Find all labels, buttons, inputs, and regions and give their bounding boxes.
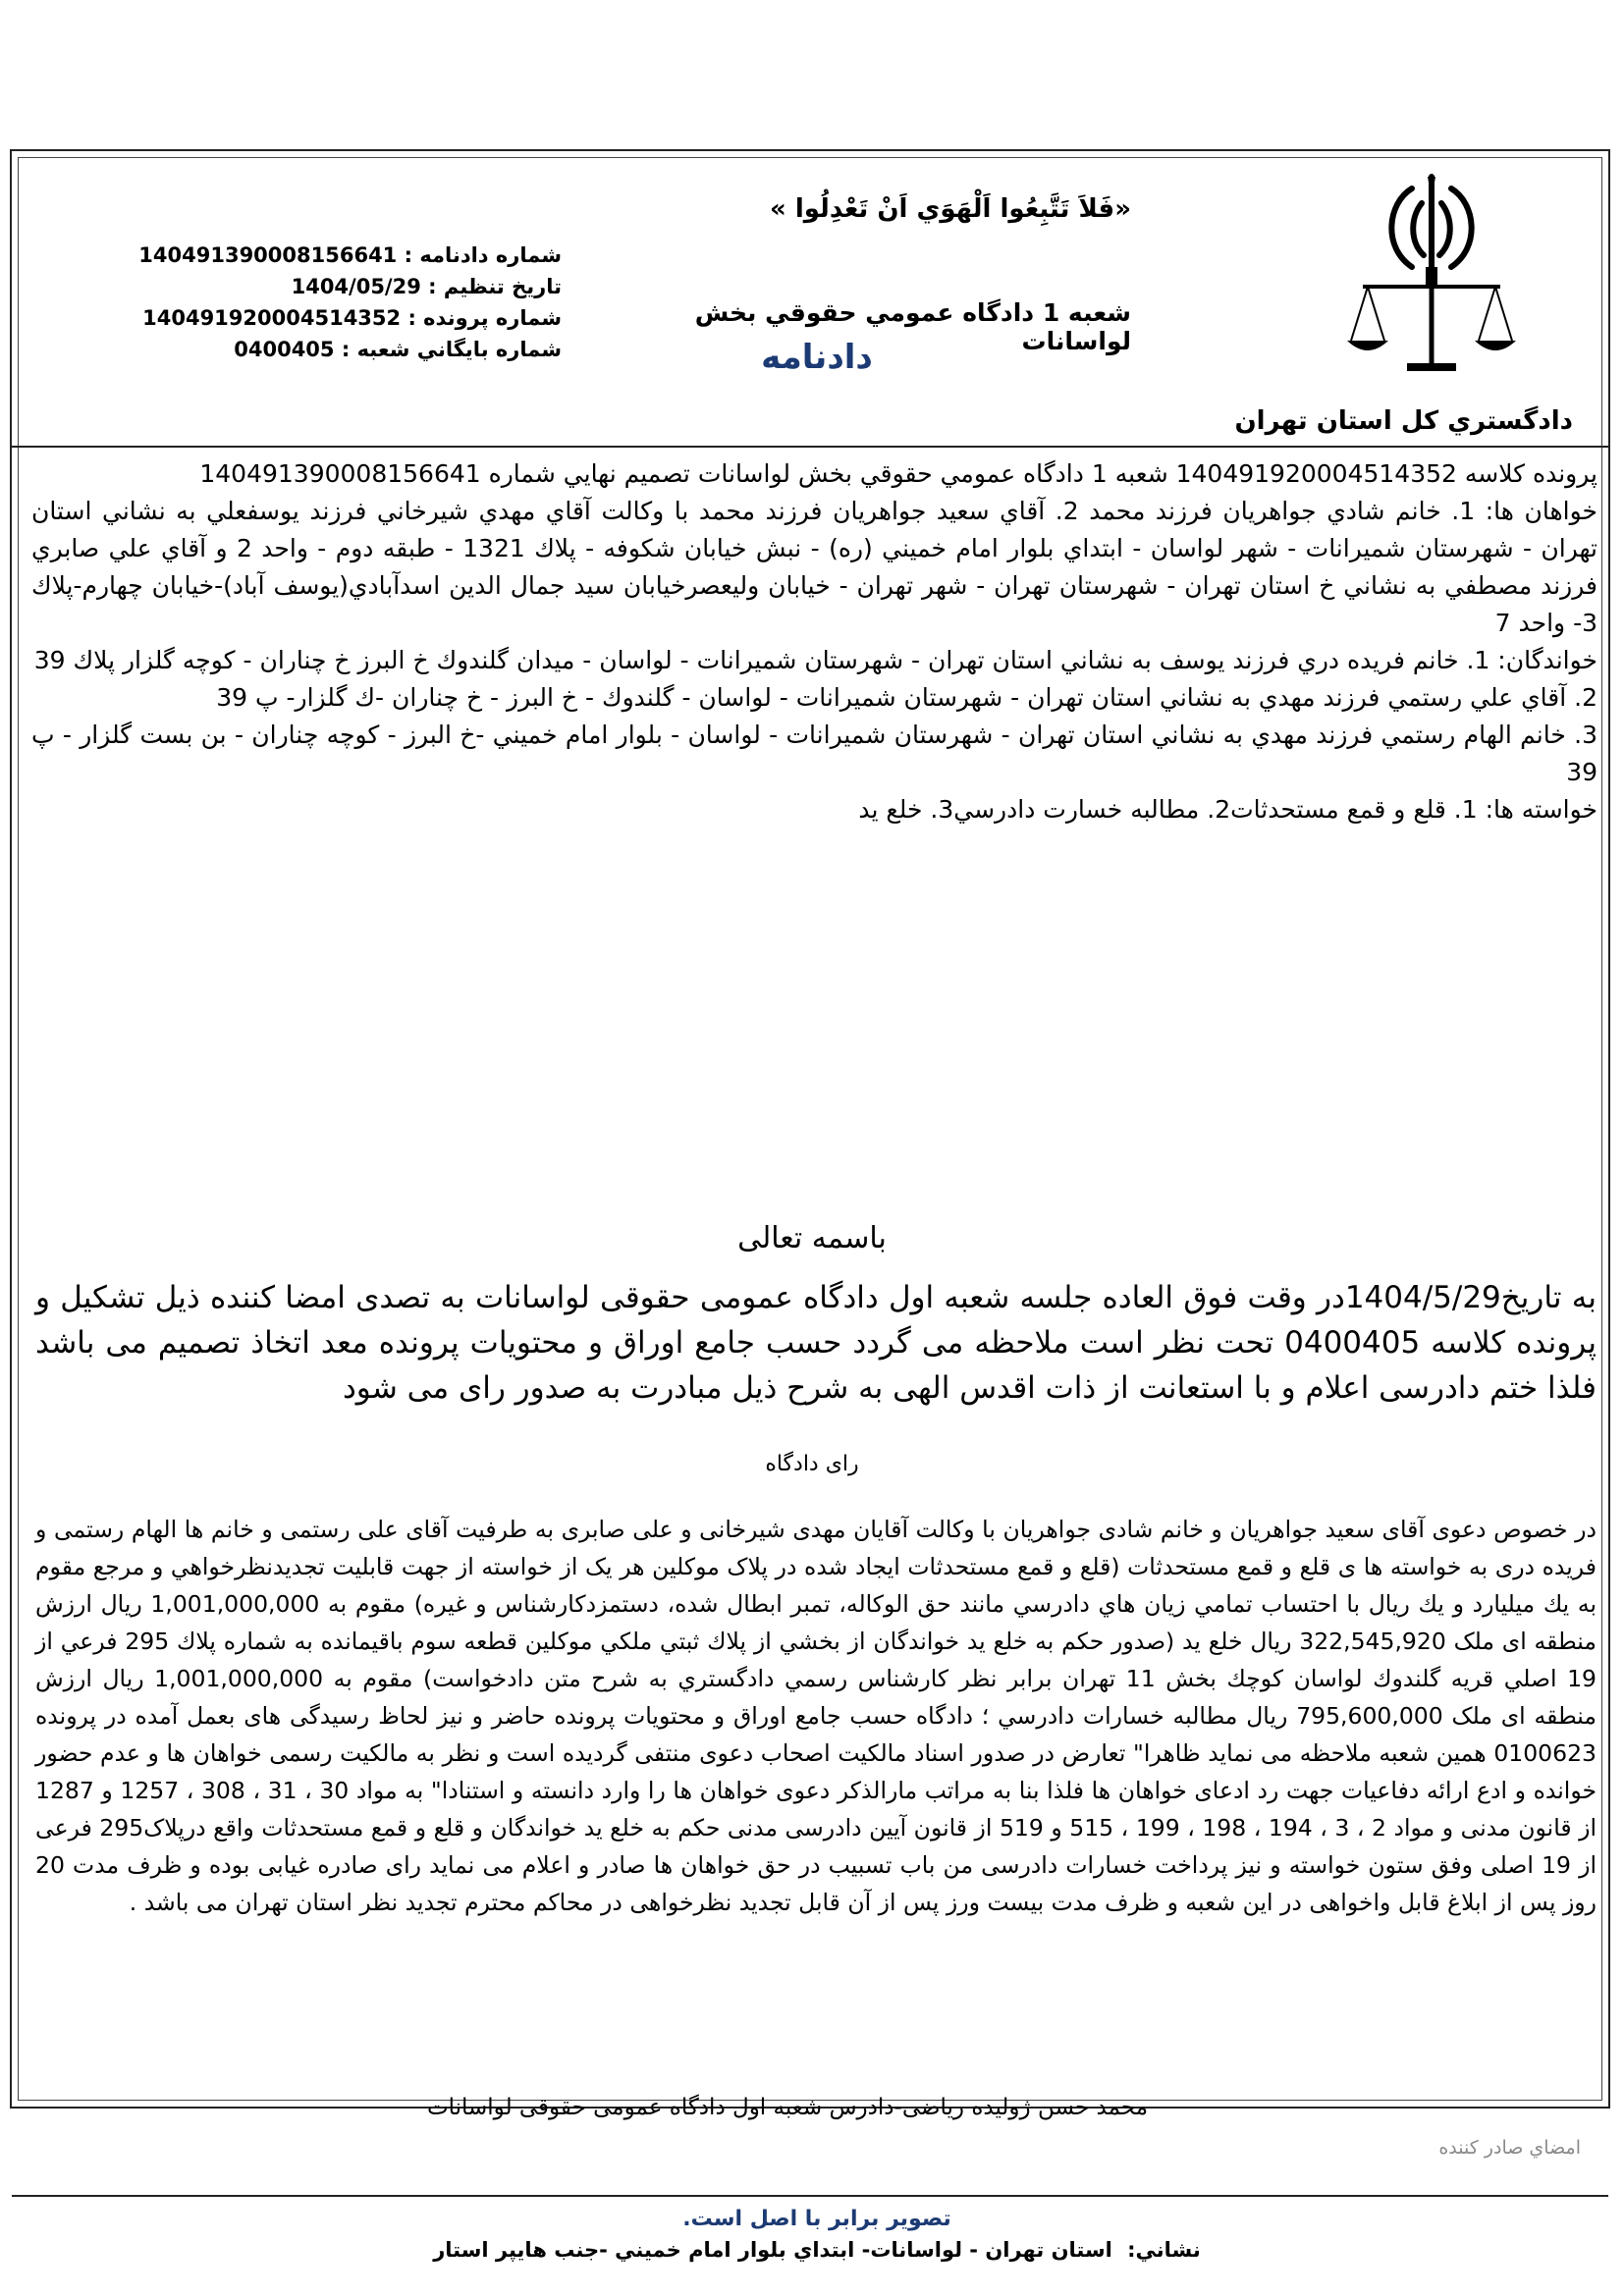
defendant-2: 2. آقاي علي رستمي فرزند مهدي به نشاني استان تهران - شهرستان شميرانات - لواسان - گلندوك - خ البرز - خ چناران -ك گلزار- پ 39: [216, 683, 1597, 712]
bismillah-heading: باسمه تعالی: [737, 1221, 887, 1255]
meta-verdict-number: شماره دادنامه : 140491390008156641: [138, 243, 562, 267]
claims: خواسته ها: 1. قلع و قمع مستحدثات2. مطالبه خسارت دادرسي3. خلع يد: [858, 795, 1597, 824]
address-text: استان تهران - لواسانات- ابتداي بلوار امام خميني -جنب هايپر استار: [433, 2238, 1112, 2262]
court-branch: شعبه 1 دادگاه عمومي حقوقي بخش لواسانات: [694, 298, 1131, 355]
defendant-1: خواندگان: 1. خانم فريده دري فرزند يوسف به نشاني استان تهران - شهرستان شميرانات - لواسان - ميدان گلندوك خ البرز خ چناران - كوچه گلزار پلاك 39: [33, 646, 1597, 674]
meta-archive-number: شماره بايگاني شعبه : 0400405: [234, 338, 562, 361]
case-details: [31, 455, 1597, 828]
document-meta: [138, 240, 562, 365]
address-label: نشاني:: [1127, 2238, 1201, 2262]
plaintiffs: خواهان ها: 1. خانم شادي جواهريان فرزند محمد 2. آقاي سعيد جواهريان فرزند محمد با وكالت آقاي مهدي شيرخاني فرزند يوسفعلي به نشاني استان تهران - شهرستان شميرانات - شهر لواسان - ابتداي بلوار امام خميني (ره) - نبش خيابان شكوفه - پلاك 1321 - طبقه دوم - واحد 2 و آقاي علي صابري فرزند مصطفي به نشاني خ استان تهران - شهرستان تهران - شهر تهران - خيابان وليعصرخيابان سيد جمال الدين اسدآبادي(يوسف آباد)-خيابان چهارم-پلاك 3- واحد 7: [31, 497, 1598, 637]
defendant-3: 3. خانم الهام رستمي فرزند مهدي به نشاني استان تهران - شهرستان شميرانات - لواسان - بلوار امام خميني -خ البرز - كوچه چناران - بن بست گلزار - پ 39: [31, 721, 1597, 786]
verdict-body: در خصوص دعوی آقای سعید جواهریان و خانم شادی جواهریان با وکالت آقایان مهدی شیرخانی و علی صابری به طرفیت آقای علی رستمی و خانم ها الهام رستمی و فریده دری به خواسته ها ی قلع و قمع مستحدثات (قلع و قمع مستحدثات ایجاد شده در پلاک موکلین هر یک از خواسته از جهت قابلیت تجدیدنظرخواهي و مرجع مقوم به يك ميليارد و يك ريال با احتساب تمامي زيان هاي دادرسي مانند حق الوكاله، تمبر ابطال شده، دستمزدكارشناس و غيره) مقوم به 1,001,000,000 ريال ارزش منطقه ای ملک 322,545,920 ريال خلع يد (صدور حكم به خلع يد خواندگان از بخشي از پلاك ثبتي ملكي موكلين قطعه سوم باقيمانده به شماره پلاك 295 فرعي از 19 اصلي قريه گلندوك لواسان كوچك بخش 11 تهران برابر نظر كارشناس رسمي دادگستري به شرح متن دادخواست) مقوم به 1,001,000,000 ريال ارزش منطقه ای ملک 795,600,000 ريال مطالبه خسارات دادرسي ؛ دادگاه حسب جامع اوراق و محتویات پرونده حاضر و نیز لحاظ رسیدگی های بعمل آمده در پرونده 0100623 همین شعبه ملاحظه می نماید ظاهرا" تعارض در صدور اسناد مالکیت اصحاب دعوی منتفی گردیده است و نظر به مالکیت رسمی خواهان ها و عدم حضور خوانده و ادع ارائه دفاعیات جهت رد ادعای خواهان ها فلذا بنا به مراتب مارالذکر دعوی خواهان ها را وارد دانسته و استنادا" به مواد 30 ، 31 ، 308 ، 1257 و 1287 از قانون مدنی و مواد 2 ، 3 ، 194 ، 198 ، 199 ، 515 و 519 از قانون آیین دادرسی مدنی حکم به خلع ید خواندگان و قلع و قمع مستحدثات واقع درپلاک295 فرعی از 19 اصلی وفق ستون خواسته و نیز پرداخت خسارات دادرسی من باب تسبیب در حق خواهان ها صادر و اعلام می نماید رای صادره غیابی بوده و ظرف مدت 20 روز پس از ابلاغ قابل واخواهی در این شعبه و ظرف مدت بیست ورز پس از آن قابل تجدید نظرخواهی در محاکم محترم تجدید نظر استان تهران می باشد .: [35, 1516, 1597, 1916]
footer-divider: [12, 2195, 1608, 2197]
quran-verse: «فَلاَ تَتَّبِعُوا اَلْهَوَي اَنْ تَعْدِلُوا »: [770, 194, 1131, 224]
document-frame: [10, 149, 1610, 2262]
document-title: دادنامه: [761, 338, 873, 377]
meta-case-number: شماره پرونده : 140491920004514352: [142, 306, 562, 330]
verdict-intro: به تاريخ1404/5/29در وقت فوق العاده جلسه شعبه اول دادگاه عمومی حقوقی لواسانات به تصدی امضا کننده ذیل تشکیل و پرونده کلاسه 0400405 تحت نظر است ملاحظه می گردد حسب جامع اوراق و محتویات پرونده معد اتخاذ تصمیم می باشد فلذا ختم دادرسی اعلام و با استعانت از ذات اقدس الهی به شرح ذیل مبادرت به صدور رای می شود: [35, 1280, 1597, 1406]
verdict-title: رای دادگاه: [765, 1452, 859, 1476]
iran-emblem-icon: [1343, 169, 1520, 375]
court-address: [12, 2238, 1622, 2262]
meta-issue-date: تاريخ تنظيم : 1404/05/29: [291, 275, 562, 298]
case-file-line: پرونده كلاسه 140491920004514352 شعبه 1 دادگاه عمومي حقوقي بخش لواسانات تصميم نهايي شماره 140491390008156641: [199, 459, 1597, 488]
certified-copy-note: تصوير برابر با اصل است.: [682, 2207, 951, 2231]
header-divider: [12, 446, 1608, 448]
judge-signature: محمد حسن ژولیده ریاضی-دادرس شعبه اول دادگاه عمومی حقوقی لواسانات: [426, 2095, 1149, 2120]
issuer-signature-label: امضاي صادر كننده: [1438, 2137, 1581, 2159]
judiciary-name: دادگستري كل استان تهران: [1234, 406, 1573, 436]
